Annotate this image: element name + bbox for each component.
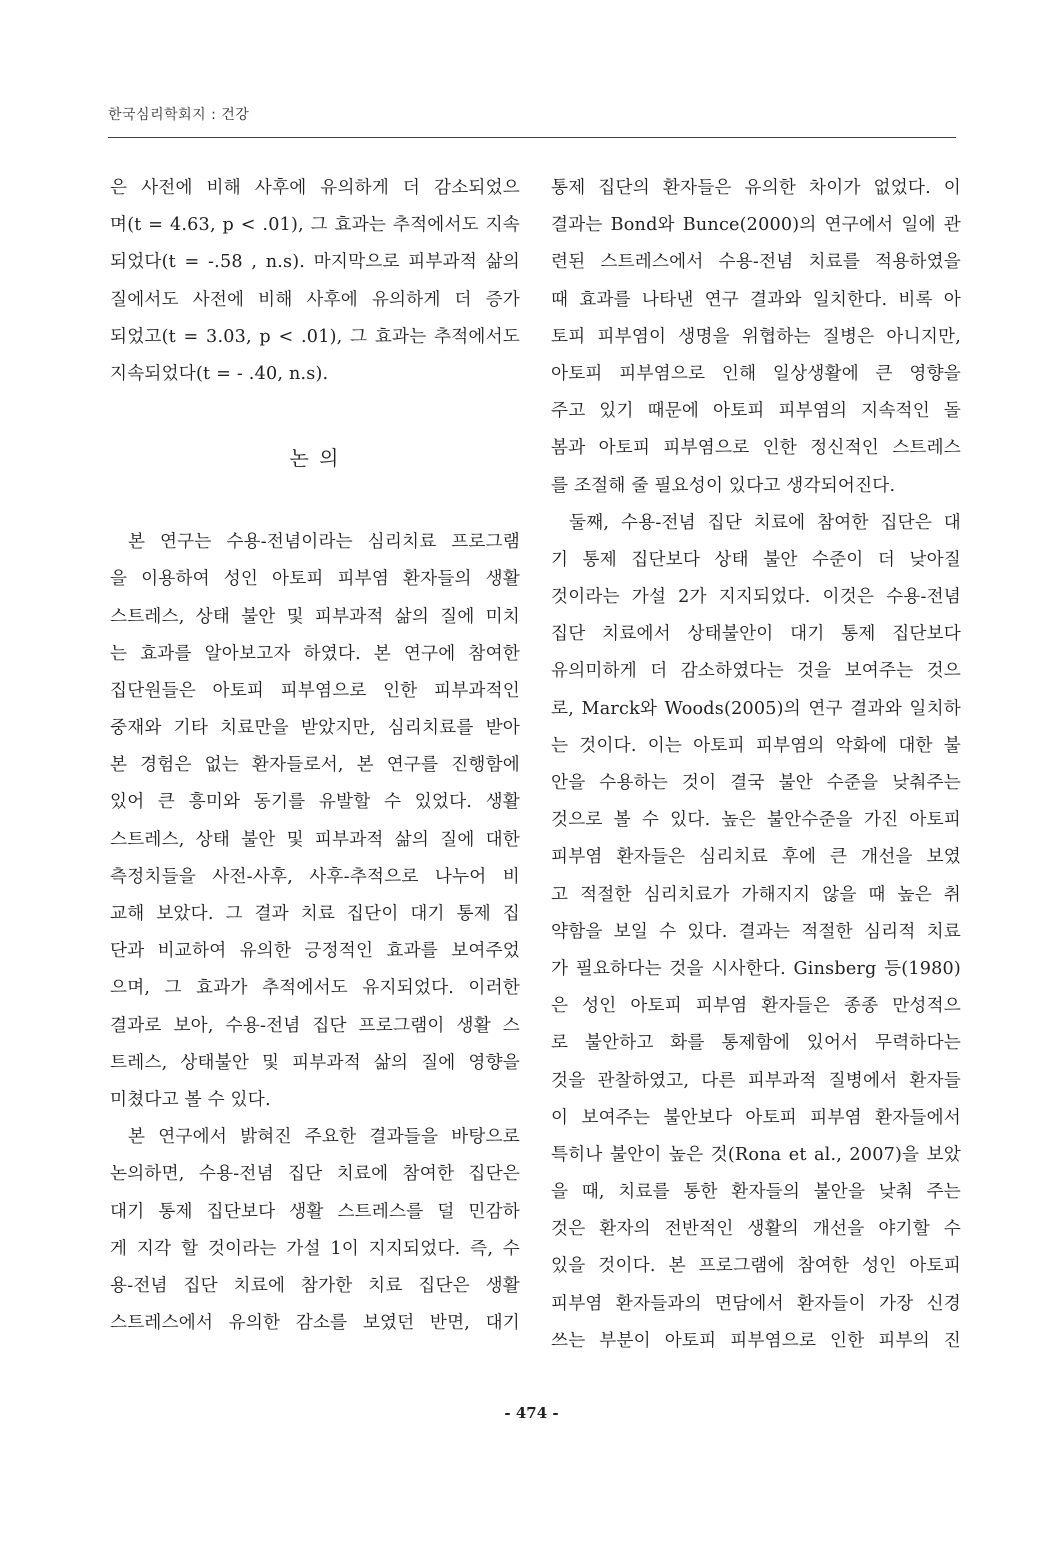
text-line: 은 성인 아토피 피부염 환자들은 종종 만성적으 (551, 996, 961, 1017)
text-line: 있을 것이다. 본 프로그램에 참여한 성인 아토피 (551, 1256, 961, 1277)
right-column (551, 170, 961, 1360)
text-line: 있어 큰 흥미와 동기를 유발할 수 있었다. 생활 (110, 792, 520, 813)
text-line: 둘째, 수용-전념 집단 치료에 참여한 집단은 대 (569, 512, 961, 533)
paragraph (551, 170, 961, 505)
text-line: 때 효과를 나타낸 연구 결과와 일치한다. 비록 아 (551, 289, 961, 310)
text-line: 스트레스에서 유의한 감소를 보였던 반면, 대기 (110, 1313, 520, 1334)
text-line: 측정치들을 사전-사후, 사후-추적으로 나누어 비 (110, 866, 520, 887)
text-line: 피부염 환자들은 심리치료 후에 큰 개선을 보였 (551, 847, 961, 868)
text-line: 이 보여주는 불안보다 아토피 피부염 환자들에서 (551, 1107, 961, 1128)
text-line: 기 통제 집단보다 상태 불안 수준이 더 낮아질 (551, 549, 961, 570)
text-line: 본 경험은 없는 환자들로서, 본 연구를 진행함에 (110, 755, 520, 776)
left-column (110, 170, 520, 1342)
text-line: 는 효과를 알아보고자 하였다. 본 연구에 참여한 (110, 643, 520, 664)
paragraph (110, 1119, 520, 1342)
text-line: 본 연구에서 밝혀진 주요한 결과들을 바탕으로 (128, 1127, 520, 1148)
text-line: 아토피 피부염으로 인해 일상생활에 큰 영향을 (551, 363, 961, 384)
text-line: 토피 피부염이 생명을 위협하는 질병은 아니지만, (551, 326, 961, 347)
text-line: 는 것이다. 이는 아토피 피부염의 악화에 대한 불 (551, 735, 961, 756)
paragraph (110, 170, 520, 393)
text-line: 안을 수용하는 것이 결국 불안 수준을 낮춰주는 (551, 773, 961, 793)
text-line: 미쳤다고 볼 수 있다. (110, 1089, 271, 1110)
text-line: 스트레스, 상태 불안 및 피부과적 삶의 질에 대한 (110, 829, 520, 850)
text-line: 통제 집단의 환자들은 유의한 차이가 없었다. 이 (551, 178, 961, 198)
section-heading: 논 의 (289, 446, 341, 471)
paragraph (551, 505, 961, 1360)
text-line: 트레스, 상태불안 및 피부과적 삶의 질에 영향을 (110, 1052, 520, 1073)
text-line: 결과로 보아, 수용-전념 집단 프로그램이 생활 스 (110, 1015, 520, 1036)
paragraph (110, 524, 520, 1119)
text-line: 집단원들은 아토피 피부염으로 인한 피부과적인 (110, 680, 520, 701)
text-line: 단과 비교하여 유의한 긍정적인 효과를 보여주었 (110, 941, 520, 962)
text-line: 으며, 그 효과가 추적에서도 유지되었다. 이러한 (110, 978, 520, 999)
text-line: 로, Marck와 Woods(2005)의 연구 결과와 일치하 (551, 698, 961, 719)
text-line: 은 사전에 비해 사후에 유의하게 더 감소되었으 (110, 178, 520, 198)
text-line: 를 조절해 줄 필요성이 있다고 생각되어진다. (551, 475, 896, 496)
text-line: 것은 환자의 전반적인 생활의 개선을 야기할 수 (551, 1219, 961, 1240)
text-line: 가 필요하다는 것을 시사한다. Ginsberg 등(1980) (551, 958, 961, 979)
text-line: 을 때, 치료를 통한 환자들의 불안을 낮춰 주는 (551, 1182, 961, 1203)
text-line: 집단 치료에서 상태불안이 대기 통제 집단보다 (551, 624, 961, 645)
text-line: 되었고(t = 3.03, p < .01), 그 효과는 추적에서도 (110, 326, 520, 347)
text-line: 로 불안하고 화를 통제함에 있어서 무력하다는 (551, 1033, 961, 1054)
text-line: 용-전념 집단 치료에 참가한 치료 집단은 생활 (110, 1275, 520, 1296)
text-line: 것이라는 가설 2가 지지되었다. 이것은 수용-전념 (551, 587, 961, 608)
text-line: 쓰는 부분이 아토피 피부염으로 인한 피부의 진 (551, 1330, 961, 1351)
text-line: 지속되었다(t = - .40, n.s). (110, 363, 329, 384)
text-line: 특히나 불안이 높은 것(Rona et al., 2007)을 보았 (551, 1144, 961, 1165)
text-line: 고 적절한 심리치료가 가해지지 않을 때 높은 취 (551, 884, 961, 905)
text-line: 약함을 보일 수 있다. 결과는 적절한 심리적 치료 (551, 921, 961, 942)
text-line: 스트레스, 상태 불안 및 피부과적 삶의 질에 미치 (110, 606, 520, 627)
text-line: 것으로 볼 수 있다. 높은 불안수준을 가진 아토피 (551, 810, 961, 831)
running-header: 한국심리학회지 : 건강 (108, 107, 250, 123)
text-line: 을 이용하여 성인 아토피 피부염 환자들의 생활 (110, 569, 520, 590)
text-line: 대기 통제 집단보다 생활 스트레스를 덜 민감하 (110, 1201, 520, 1222)
text-line: 봄과 아토피 피부염으로 인한 정신적인 스트레스 (551, 438, 961, 459)
text-line: 결과는 Bond와 Bunce(2000)의 연구에서 일에 관 (551, 215, 961, 236)
text-line: 교해 보았다. 그 결과 치료 집단이 대기 통제 집 (110, 904, 520, 924)
text-line: 논의하면, 수용-전념 집단 치료에 참여한 집단은 (110, 1164, 520, 1185)
text-line: 되었다(t = -.58 , n.s). 마지막으로 피부과적 삶의 (110, 252, 520, 273)
text-line: 것을 관찰하였고, 다른 피부과적 질병에서 환자들 (551, 1070, 961, 1091)
header-divider (108, 137, 956, 138)
text-line: 게 지각 할 것이라는 가설 1이 지지되었다. 즉, 수 (110, 1238, 520, 1259)
text-line: 련된 스트레스에서 수용-전념 치료를 적용하였을 (551, 252, 961, 273)
text-line: 피부염 환자들과의 면담에서 환자들이 가장 신경 (551, 1293, 961, 1314)
text-line: 주고 있기 때문에 아토피 피부염의 지속적인 돌 (551, 401, 961, 422)
text-line: 본 연구는 수용-전념이라는 심리치료 프로그램 (128, 532, 520, 553)
text-line: 며(t = 4.63, p < .01), 그 효과는 추적에서도 지속 (110, 215, 520, 236)
page-number: - 474 - (504, 1404, 559, 1422)
text-line: 중재와 기타 치료만을 받았지만, 심리치료를 받아 (110, 718, 520, 739)
text-line: 질에서도 사전에 비해 사후에 유의하게 더 증가 (110, 289, 520, 310)
text-line: 유의미하게 더 감소하였다는 것을 보여주는 것으 (551, 661, 961, 682)
